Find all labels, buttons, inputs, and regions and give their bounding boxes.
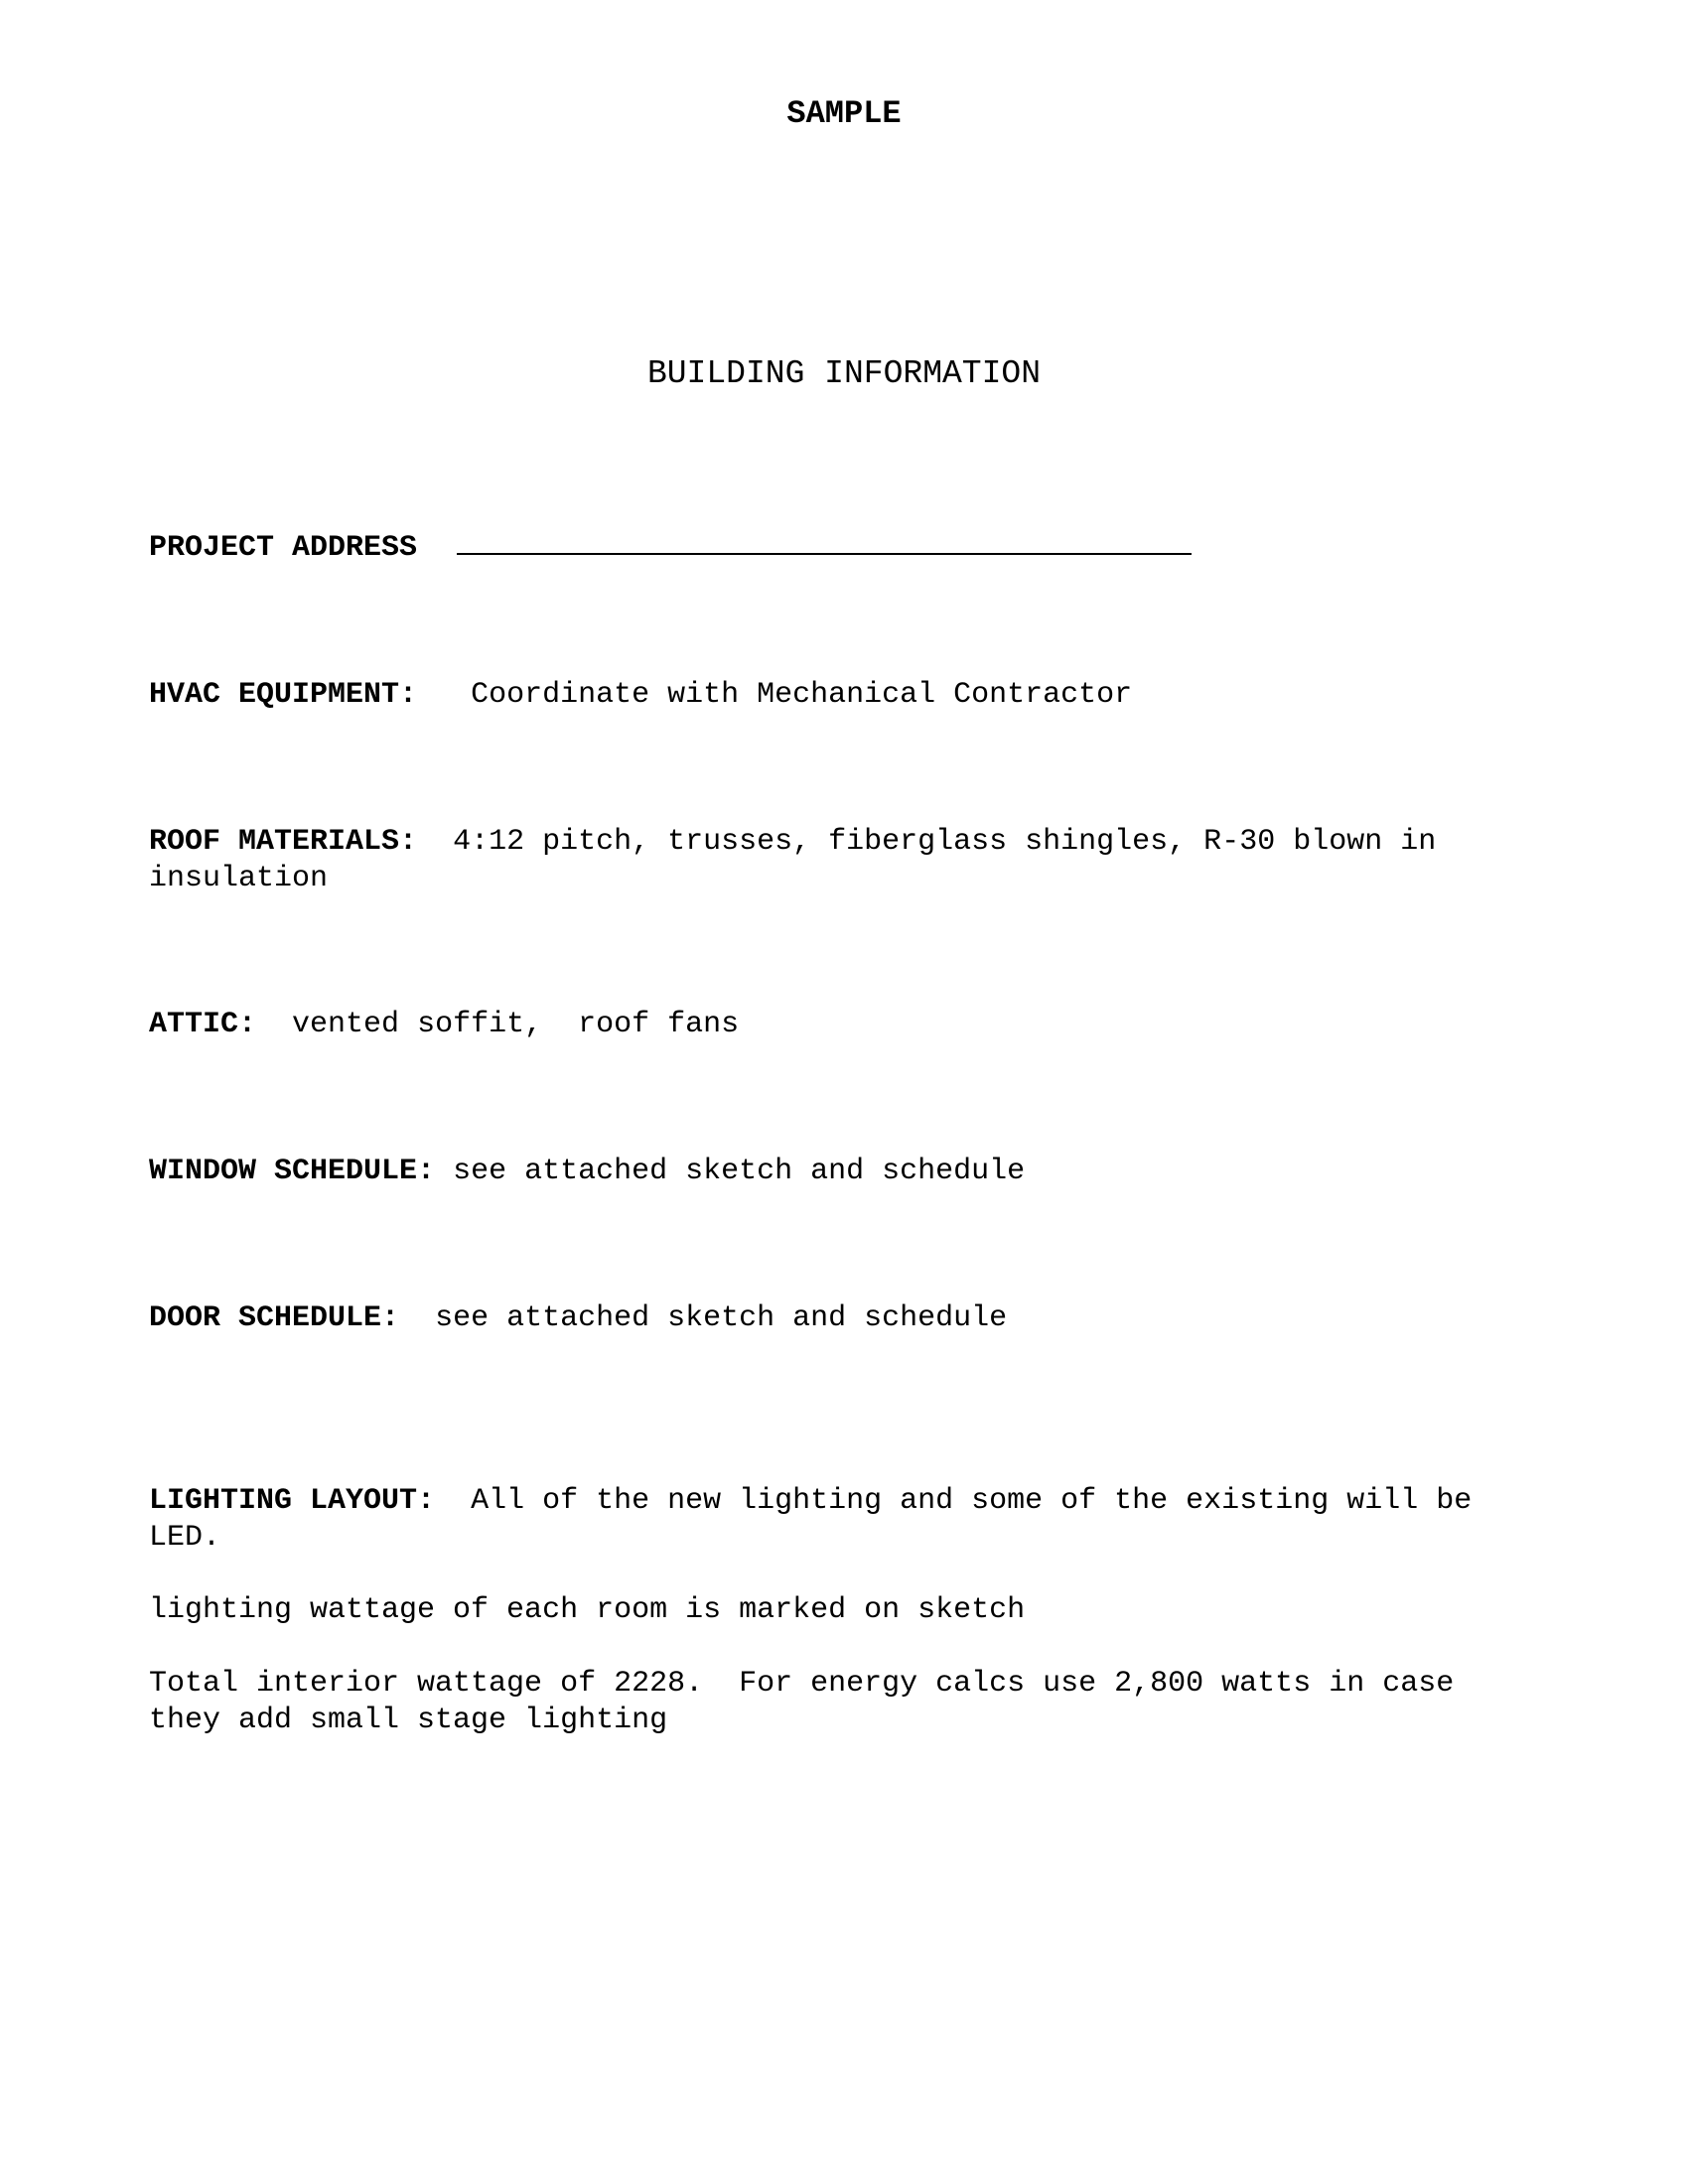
window-schedule-value: see attached sketch and schedule (453, 1155, 1026, 1188)
page-title: BUILDING INFORMATION (646, 355, 1042, 392)
lighting-layout-value: All of the new lighting and some of the existing will be LED. (149, 1484, 1490, 1555)
project-address-label: PROJECT ADDRESS (149, 531, 418, 565)
roof-materials-row (149, 824, 1539, 897)
attic-label: ATTIC: (149, 1008, 257, 1041)
roof-materials-label: ROOF MATERIALS: (149, 825, 418, 859)
hvac-equipment-value: Coordinate with Mechanical Contractor (471, 678, 1133, 712)
lighting-layout-row (149, 1483, 1539, 1557)
door-schedule-label: DOOR SCHEDULE: (149, 1301, 400, 1335)
door-schedule-value: see attached sketch and schedule (435, 1301, 1008, 1335)
door-schedule-row (149, 1300, 1539, 1337)
attic-value: vented soffit, roof fans (292, 1008, 740, 1041)
hvac-equipment-label: HVAC EQUIPMENT: (149, 678, 418, 712)
project-address-row (149, 530, 1539, 567)
project-address-blank (457, 553, 1192, 555)
roof-materials-value: 4:12 pitch, trusses, fiberglass shingles, R-30 blown in insulation (149, 825, 1455, 895)
lighting-layout-label: LIGHTING LAYOUT: (149, 1484, 436, 1518)
attic-row (149, 1007, 1539, 1043)
wattage-note: lighting wattage of each room is marked on sketch (149, 1593, 1026, 1627)
total-wattage-note: Total interior wattage of 2228. For energy calcs use 2,800 watts in case they add small stage lighting (149, 1667, 1473, 1737)
hvac-equipment-row (149, 677, 1539, 714)
sample-label: SAMPLE (786, 95, 902, 132)
window-schedule-label: WINDOW SCHEDULE: (149, 1155, 436, 1188)
window-schedule-row (149, 1154, 1539, 1190)
